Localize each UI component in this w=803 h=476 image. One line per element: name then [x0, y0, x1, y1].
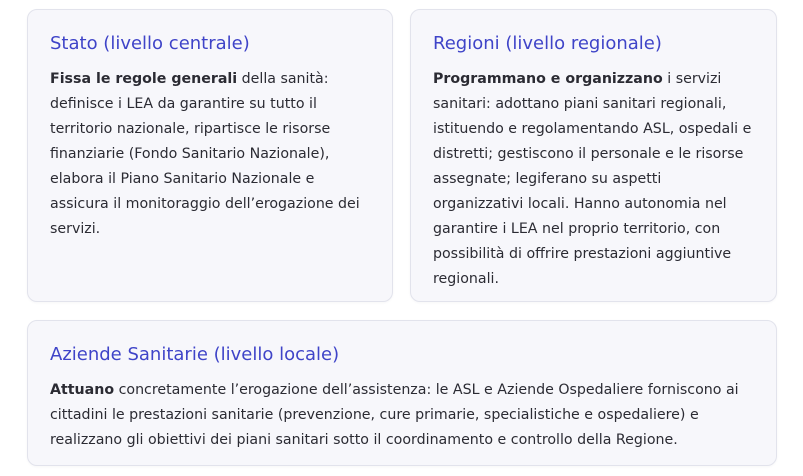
card-aziende-body	[50, 378, 754, 453]
card-regioni-body	[433, 67, 754, 292]
card-aziende	[27, 320, 777, 466]
card-regioni-title: Regioni (livello regionale)	[433, 33, 662, 54]
card-stato	[27, 9, 393, 302]
card-regioni	[410, 9, 777, 302]
card-stato-body	[50, 67, 370, 242]
card-stato-title: Stato (livello centrale)	[50, 33, 250, 54]
card-aziende-text: concretamente l’erogazione dell’assistenza: le ASL e Aziende Ospedaliere forniscono ai cittadini le prestazioni sanitarie (prevenzione, cure primarie, specialistiche e ospedaliere) e realizzano gli obiettivi dei piani sanitari sotto il coordinamento e controllo della Regione.	[50, 382, 739, 448]
card-stato-lead: Fissa le regole generali	[50, 71, 238, 87]
card-regioni-text: i servizi sanitari: adottano piani sanitari regionali, istituendo e regolamentando ASL, ospedali e distretti; gestiscono il personale e le risorse assegnate; legiferano su aspetti organizzativi locali. Hanno autonomia nel garantire i LEA nel proprio territorio, con possibilità di offrire prestazioni aggiuntive regionali.	[433, 71, 752, 287]
card-aziende-lead: Attuano	[50, 382, 115, 398]
card-aziende-title: Aziende Sanitarie (livello locale)	[50, 344, 340, 365]
card-stato-text: della sanità: definisce i LEA da garantire su tutto il territorio nazionale, ripartisce le risorse finanziarie (Fondo Sanitario Nazionale), elabora il Piano Sanitario Nazionale e assicura il monitoraggio dell’erogazione dei servizi.	[50, 71, 360, 237]
card-regioni-lead: Programmano e organizzano	[433, 71, 663, 87]
